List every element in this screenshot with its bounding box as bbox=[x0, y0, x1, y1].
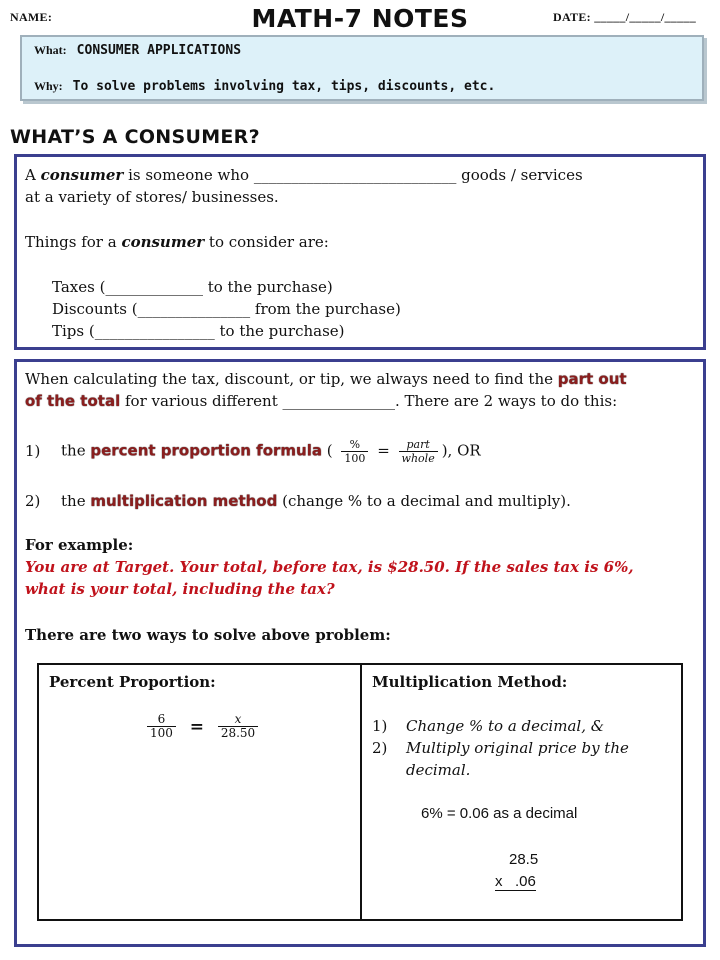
calc-para-line-1: When calculating the tax, discount, or tip, we always need to find the part out bbox=[25, 370, 627, 388]
example-problem-line-1: You are at Target. Your total, before tax, is $28.50. If the sales tax is 6%, bbox=[25, 558, 634, 576]
multiplication-top: 28.5 bbox=[509, 851, 539, 868]
multiplication-bottom: x .06 bbox=[495, 873, 536, 890]
step-1: 1) Change % to a decimal, & bbox=[372, 717, 605, 735]
of-the-total-emphasis: of the total bbox=[25, 392, 121, 410]
what-label: What: bbox=[34, 43, 67, 57]
section-title: WHAT’S A CONSUMER? bbox=[10, 126, 260, 148]
consumer-term: consumer bbox=[40, 166, 124, 184]
multiplication-method-title: Multiplication Method: bbox=[372, 673, 568, 691]
method-1: 1) the percent proportion formula ( $\frac{\%}{100}$ = $\frac{\text{part}}{\text{whole}}$ ), OR bbox=[25, 438, 481, 465]
consumer-definition-box bbox=[14, 154, 706, 350]
objective-box bbox=[20, 35, 704, 101]
why-value: To solve problems involving tax, tips, discounts, etc. bbox=[72, 79, 496, 94]
definition-line-2: at a variety of stores/ businesses. bbox=[25, 188, 279, 206]
percent-over-100-fraction: $\frac{\%}{100}$ bbox=[341, 438, 368, 465]
table-divider bbox=[360, 665, 362, 919]
calculation-box bbox=[14, 359, 706, 947]
consider-line: Things for a consumer to consider are: bbox=[25, 233, 329, 251]
multiplication-method-emphasis: multiplication method bbox=[90, 492, 278, 510]
step-2: 2) Multiply original price by the bbox=[372, 739, 629, 757]
step-2-continued: decimal. bbox=[406, 761, 471, 779]
tips-line: Tips (________________ to the purchase) bbox=[52, 322, 345, 340]
decimal-conversion: 6% = 0.06 as a decimal bbox=[421, 805, 578, 822]
example-proportion: $\frac{6}{100}$ = $\frac{x}{28.50}$ bbox=[143, 713, 262, 740]
two-ways-label: There are two ways to solve above problem: bbox=[25, 626, 391, 644]
why-label: Why: bbox=[34, 79, 63, 93]
page-title: MATH-7 NOTES bbox=[251, 4, 469, 33]
definition-line-1: A consumer is someone who ___________________________ goods / services bbox=[25, 166, 583, 184]
taxes-line: Taxes (_____________ to the purchase) bbox=[52, 278, 333, 296]
fill-in-blank: ___________________________ bbox=[253, 166, 457, 184]
part-over-whole-fraction: $\frac{\text{part}}{\text{whole}}$ bbox=[399, 438, 438, 465]
discounts-line: Discounts (_______________ from the purchase) bbox=[52, 300, 401, 318]
date-label: DATE: _____/_____/_____ bbox=[552, 10, 696, 24]
method-2: 2) the multiplication method (change % to a decimal and multiply). bbox=[25, 492, 571, 510]
percent-proportion-title: Percent Proportion: bbox=[49, 673, 216, 691]
example-label: For example: bbox=[25, 536, 134, 554]
part-out-emphasis: part out bbox=[557, 370, 627, 388]
x-over-total: $\frac{x}{28.50}$ bbox=[218, 713, 258, 740]
percent-proportion-emphasis: percent proportion formula bbox=[90, 441, 322, 460]
calc-para-line-2: of the total for various different _______________. There are 2 ways to do this: bbox=[25, 392, 618, 410]
six-over-hundred: $\frac{6}{100}$ bbox=[147, 713, 176, 740]
example-problem-line-2: what is your total, including the tax? bbox=[25, 580, 335, 598]
what-value: CONSUMER APPLICATIONS bbox=[76, 43, 242, 58]
why-row bbox=[34, 79, 495, 94]
solution-table bbox=[37, 663, 683, 921]
name-label: NAME: bbox=[10, 10, 53, 24]
what-row bbox=[34, 43, 241, 58]
